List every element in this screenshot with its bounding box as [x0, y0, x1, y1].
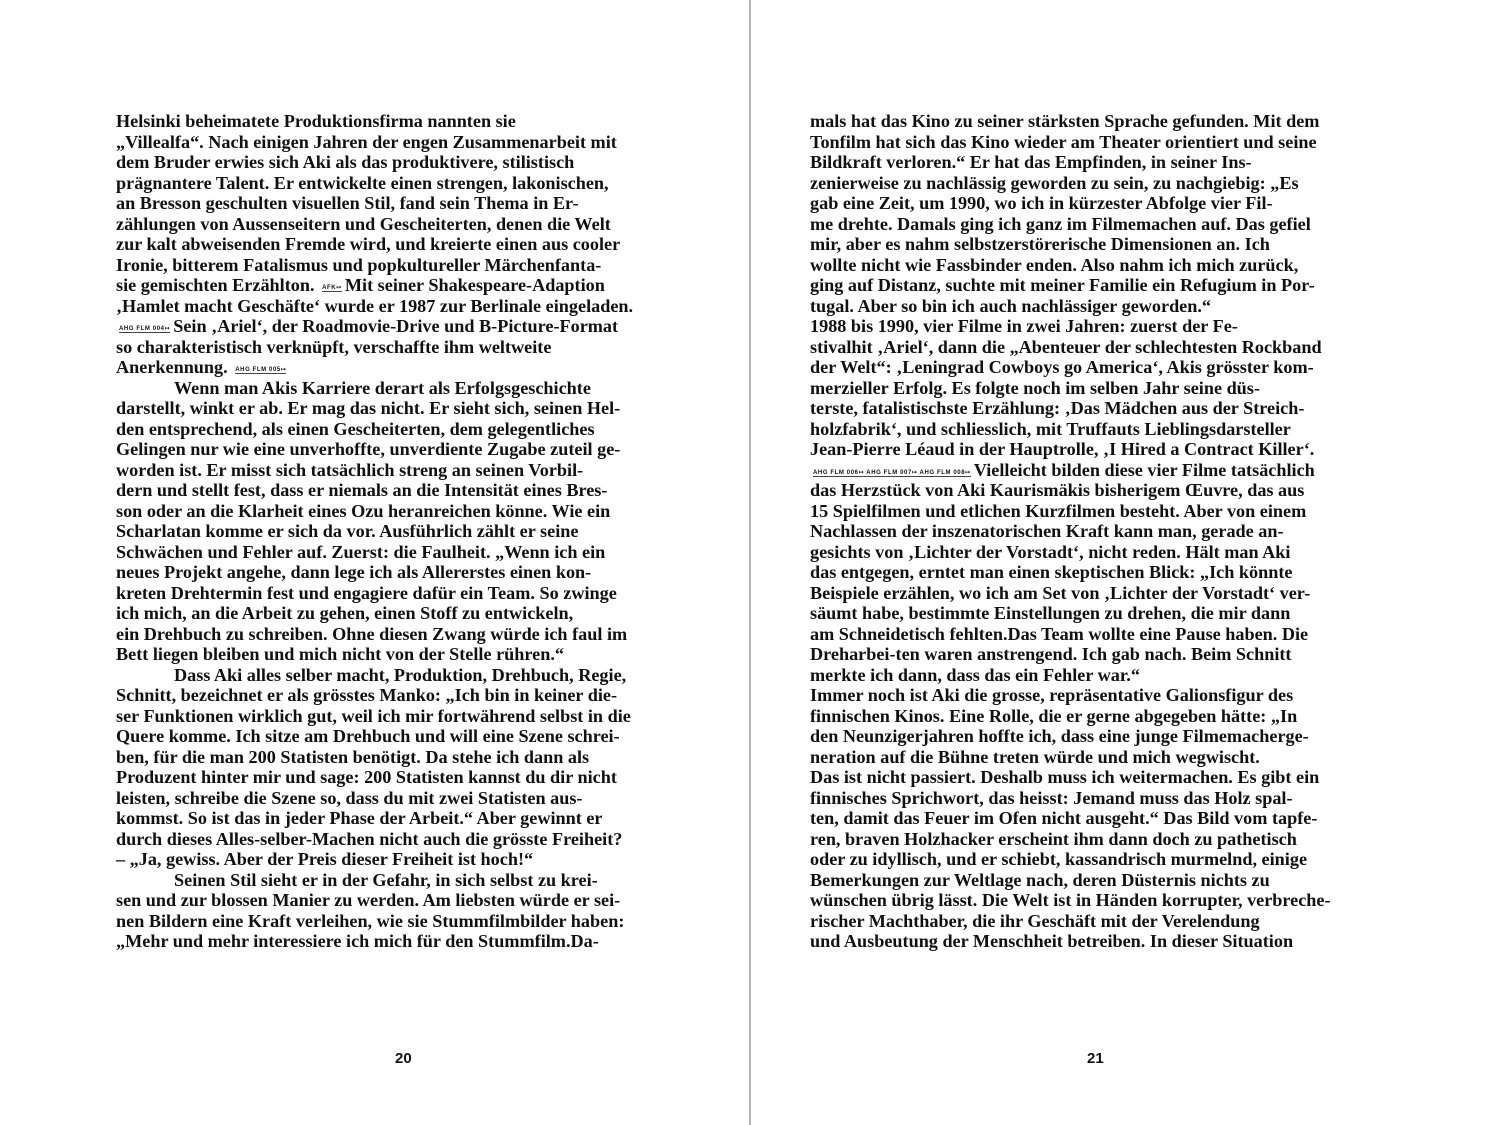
line-text: stivalhit ‚Ariel‘, dann die „Abenteuer der schlechtesten Rockband [810, 336, 1322, 357]
left-page [0, 0, 749, 1125]
text-line [810, 911, 1331, 932]
text-line [116, 849, 633, 870]
text-line [810, 644, 1331, 665]
line-text: zenierweise zu nachlässig geworden zu sein, zu nachgiebig: „Es [810, 172, 1299, 193]
text-line [116, 583, 633, 604]
line-text: ging auf Distanz, suchte mit meiner Familie ein Refugium in Por- [810, 275, 1315, 295]
line-text: Jean-Pierre Léaud in der Hauptrolle, ‚I Hired a Contract Killer‘. [810, 439, 1315, 459]
line-text: ten, damit das Feuer im Ofen nicht ausgeht.“ Das Bild vom tapfe- [810, 808, 1318, 828]
text-line [810, 808, 1331, 829]
line-text: den Neunzigerjahren hoffte ich, dass eine junge Filmemacherge- [810, 726, 1309, 746]
line-text: Scharlatan komme er sich da vor. Ausführlich zählt er seine [116, 521, 579, 541]
text-line [116, 480, 633, 501]
text-line [116, 173, 633, 194]
text-line [810, 665, 1331, 686]
text-line [116, 767, 633, 788]
line-text: den entsprechend, als einen Gescheiterten, dem gelegentliches [116, 418, 595, 439]
text-line [116, 870, 633, 891]
text-line [810, 378, 1331, 399]
text-line [810, 501, 1331, 522]
text-line [116, 685, 633, 706]
line-text: Bett liegen bleiben und mich nicht von der Stelle rühren.“ [116, 644, 564, 664]
line-text: zählungen von Aussenseitern und Gescheiterten, denen die Welt [116, 213, 611, 234]
line-text: kommst. So ist das in jeder Phase der Arbeit.“ Aber gewinnt er [116, 808, 603, 828]
line-text: finnisches Sprichwort, das heisst: Jemand muss das Holz spal- [810, 787, 1293, 808]
line-text: mir, aber es nahm selbstzerstörerische Dimensionen an. Ich [810, 234, 1270, 254]
text-line [116, 296, 633, 317]
text-line [810, 767, 1331, 788]
text-line [810, 255, 1331, 276]
line-text: gesichts von ‚Lichter der Vorstadt‘, nicht reden. Hält man Aki [810, 541, 1291, 562]
line-text: Beispiele erzählen, wo ich am Set von ‚Lichter der Vorstadt‘ ver- [810, 582, 1311, 603]
line-text: prägnantere Talent. Er entwickelte einen strengen, lakonischen, [116, 172, 609, 193]
text-line [810, 931, 1331, 952]
line-text: 1988 bis 1990, vier Filme in zwei Jahren: zuerst der Fe- [810, 316, 1238, 336]
text-line [116, 337, 633, 358]
body-text [116, 111, 633, 952]
line-text: oder zu idyllisch, und er schiebt, kassandrisch murmelnd, einige [810, 849, 1308, 869]
text-line [810, 521, 1331, 542]
text-line [116, 562, 633, 583]
text-line [810, 788, 1331, 809]
text-line [116, 398, 633, 419]
line-text: das Herzstück von Aki Kaurismäkis bisherigem Œuvre, das aus [810, 480, 1305, 500]
text-line [116, 542, 633, 563]
text-line [810, 214, 1331, 235]
text-line [810, 296, 1331, 317]
line-text: säumt habe, bestimmte Einstellungen zu drehen, die mir dann [810, 603, 1291, 623]
line-text: „Mehr und mehr interessiere ich mich für den Stummfilm.Da- [116, 931, 599, 951]
line-text: Vielleicht bilden diese vier Filme tatsächlich [973, 459, 1315, 480]
line-text: Helsinki beheimatete Produktionsfirma nannten sie [116, 111, 516, 131]
line-text: worden ist. Er misst sich tatsächlich streng an seinen Vorbil- [116, 459, 584, 480]
line-text: Anerkennung. [116, 357, 228, 377]
body-text [810, 111, 1331, 952]
text-line [810, 337, 1331, 358]
line-text: – „Ja, gewiss. Aber der Preis dieser Freiheit ist hoch!“ [116, 849, 534, 869]
line-text: dern und stellt fest, dass er niemals an die Intensität eines Bres- [116, 480, 608, 500]
line-text: sen und zur blossen Manier zu werden. Am liebsten würde er sei- [116, 890, 621, 910]
text-line [116, 706, 633, 727]
text-line [116, 665, 633, 686]
text-line [116, 808, 633, 829]
text-line [810, 890, 1331, 911]
line-text: durch dieses Alles-selber-Machen nicht auch die grösste Freiheit? [116, 828, 623, 849]
text-line [116, 234, 633, 255]
line-text: Dass Aki alles selber macht, Produktion, Drehbuch, Regie, [174, 664, 627, 685]
line-text: merzieller Erfolg. Es folgte noch im selben Jahr seine düs- [810, 377, 1260, 398]
text-line [810, 706, 1331, 727]
line-text: neration auf die Bühne treten würde und mich wegwischt. [810, 746, 1260, 767]
line-text: neues Projekt angehe, dann lege ich als Allererstes einen kon- [116, 562, 592, 582]
line-text: ren, braven Holzhacker erscheint ihm dann doch zu pathetisch [810, 828, 1297, 849]
line-text: Sein ‚Ariel‘, der Roadmovie-Drive und B-Picture-Format [173, 316, 619, 336]
text-line [810, 398, 1331, 419]
line-text: ben, für die man 200 Statisten benötigt. Da stehe ich dann als [116, 746, 590, 767]
text-line [810, 275, 1331, 296]
text-line [810, 173, 1331, 194]
right-page [751, 0, 1500, 1125]
reference-marker: AFK↦ [322, 285, 342, 291]
text-line [810, 132, 1331, 153]
text-line [810, 829, 1331, 850]
line-text: me drehte. Damals ging ich ganz im Filmemachen auf. Das gefiel [810, 213, 1311, 234]
line-text: „Villealfa“. Nach einigen Jahren der engen Zusammenarbeit mit [116, 131, 617, 152]
line-text: Immer noch ist Aki die grosse, repräsentative Galionsfigur des [810, 685, 1294, 705]
line-text: Bildkraft verloren.“ Er hat das Empfinden, in seiner Ins- [810, 152, 1252, 172]
text-line [810, 357, 1331, 378]
line-text: Schnitt, bezeichnet er als grösstes Manko: „Ich bin in keiner die- [116, 685, 617, 705]
text-line [810, 603, 1331, 624]
line-text: so charakteristisch verknüpft, verschaffte ihm weltweite [116, 336, 552, 357]
text-line [810, 624, 1331, 645]
line-text: Quere komme. Ich sitze am Drehbuch und will eine Szene schrei- [116, 726, 620, 746]
text-line [810, 726, 1331, 747]
line-text: Mit seiner Shakespeare-Adaption [344, 275, 605, 295]
line-text: merkte ich dann, dass das ein Fehler war.“ [810, 664, 1140, 685]
line-text: Schwächen und Fehler auf. Zuerst: die Faulheit. „Wenn ich ein [116, 541, 606, 562]
line-text: mals hat das Kino zu seiner stärksten Sprache gefunden. Mit dem [810, 111, 1320, 131]
line-text: Nachlassen der inszenatorischen Kraft kann man, gerade an- [810, 521, 1284, 541]
text-line [116, 111, 633, 132]
text-line [116, 255, 633, 276]
text-line [810, 870, 1331, 891]
text-line [116, 624, 633, 645]
text-line [116, 460, 633, 481]
line-text: das entgegen, erntet man einen skeptischen Blick: „Ich könnte [810, 562, 1293, 582]
text-line [116, 644, 633, 665]
text-line [116, 747, 633, 768]
line-text: Dreharbei-ten waren anstrengend. Ich gab nach. Beim Schnitt [810, 644, 1292, 664]
text-line [116, 521, 633, 542]
text-line [116, 501, 633, 522]
text-line [116, 931, 633, 952]
line-text: wünschen übrig lässt. Die Welt ist in Händen korrupter, verbreche- [810, 890, 1331, 910]
text-line [810, 193, 1331, 214]
line-text: tugal. Aber so bin ich auch nachlässiger geworden.“ [810, 295, 1212, 316]
line-text: kreten Drehtermin fest und engagiere dafür ein Team. So zwinge [116, 582, 617, 603]
text-line [810, 316, 1331, 337]
line-text: Das ist nicht passiert. Deshalb muss ich weitermachen. Es gibt ein [810, 767, 1320, 787]
text-line [810, 460, 1331, 481]
text-line [116, 911, 633, 932]
line-text: der Welt“: ‚Leningrad Cowboys go America‘, Akis grösster kom- [810, 357, 1314, 377]
text-line [810, 419, 1331, 440]
line-text: ‚Hamlet macht Geschäfte‘ wurde er 1987 zur Berlinale eingeladen. [116, 295, 634, 316]
line-text: am Schneidetisch fehlten.Das Team wollte eine Pause haben. Die [810, 623, 1309, 644]
text-line [116, 439, 633, 460]
text-line [810, 480, 1331, 501]
line-text: dem Bruder erwies sich Aki als das produktivere, stilistisch [116, 152, 575, 172]
text-line [810, 849, 1331, 870]
text-line [116, 378, 633, 399]
text-line [810, 562, 1331, 583]
line-text: nen Bildern eine Kraft verleihen, wie sie Stummfilmbilder haben: [116, 910, 625, 931]
line-text: und Ausbeutung der Menschheit betreiben. In dieser Situation [810, 931, 1294, 951]
reference-marker: AHG FLM 006↦ AHG FLM 007↦ AHG FLM 008↦ [813, 469, 971, 476]
page-number: 20 [395, 1050, 412, 1067]
line-text: rischer Machthaber, die ihr Geschäft mit der Verelendung [810, 910, 1260, 931]
line-text: Ironie, bitterem Fatalismus und popkultureller Märchenfanta- [116, 254, 602, 275]
line-text: terste, fatalistischste Erzählung: ‚Das Mädchen aus der Streich- [810, 398, 1305, 418]
text-line [810, 111, 1331, 132]
text-line [116, 152, 633, 173]
line-text: ich mich, an die Arbeit zu gehen, einen Stoff zu entwickeln, [116, 603, 574, 623]
line-text: Wenn man Akis Karriere derart als Erfolgsgeschichte [174, 377, 591, 398]
text-line [116, 193, 633, 214]
line-text: Seinen Stil sieht er in der Gefahr, in sich selbst zu krei- [174, 869, 598, 890]
line-text: finnischen Kinos. Eine Rolle, die er gerne abgegeben hätte: „In [810, 705, 1298, 726]
text-line [116, 316, 633, 337]
reference-marker: AHG FLM 004↦ [119, 326, 171, 332]
text-line [116, 419, 633, 440]
text-line [116, 357, 633, 378]
line-text: wollte nicht wie Fassbinder enden. Also nahm ich mich zurück, [810, 254, 1299, 275]
text-line [116, 726, 633, 747]
line-text: Gelingen nur wie eine unverhoffte, unverdiente Zugabe zuteil ge- [116, 439, 621, 459]
line-text: Bemerkungen zur Weltlage nach, deren Düsternis nichts zu [810, 869, 1270, 890]
line-text: holzfabrik‘, und schliesslich, mit Truffauts Lieblingsdarsteller [810, 418, 1291, 439]
line-text: leisten, schreibe die Szene so, dass du mit zwei Statisten aus- [116, 787, 583, 808]
line-text: sie gemischten Erzählton. [116, 275, 315, 295]
line-text: Produzent hinter mir und sage: 200 Statisten kannst du dir nicht [116, 767, 617, 787]
line-text: Tonfilm hat sich das Kino wieder am Theater orientiert und seine [810, 131, 1317, 152]
text-line [810, 747, 1331, 768]
reference-marker: AHG FLM 005↦ [235, 367, 287, 373]
page-number: 21 [1087, 1050, 1104, 1067]
line-text: 15 Spielfilmen und etlichen Kurzfilmen besteht. Aber von einem [810, 500, 1307, 521]
text-line [116, 132, 633, 153]
line-text: son oder an die Klarheit eines Ozu heranreichen könne. Wie ein [116, 500, 611, 521]
text-line [116, 214, 633, 235]
text-line [116, 890, 633, 911]
text-line [810, 542, 1331, 563]
text-line [810, 152, 1331, 173]
text-line [116, 603, 633, 624]
line-text: an Bresson geschulten visuellen Stil, fand sein Thema in Er- [116, 193, 579, 213]
text-line [810, 234, 1331, 255]
text-line [116, 788, 633, 809]
text-line [116, 275, 633, 296]
text-line [810, 583, 1331, 604]
text-line [116, 829, 633, 850]
line-text: darstellt, winkt er ab. Er mag das nicht. Er sieht sich, seinen Hel- [116, 398, 621, 418]
text-line [810, 685, 1331, 706]
line-text: zur kalt abweisenden Fremde wird, und kreierte einen aus cooler [116, 234, 621, 254]
line-text: ser Funktionen wirklich gut, weil ich mir fortwährend selbst in die [116, 705, 631, 726]
text-line [810, 439, 1331, 460]
line-text: ein Drehbuch zu schreiben. Ohne diesen Zwang würde ich faul im [116, 623, 628, 644]
line-text: gab eine Zeit, um 1990, wo ich in kürzester Abfolge vier Fil- [810, 193, 1273, 213]
